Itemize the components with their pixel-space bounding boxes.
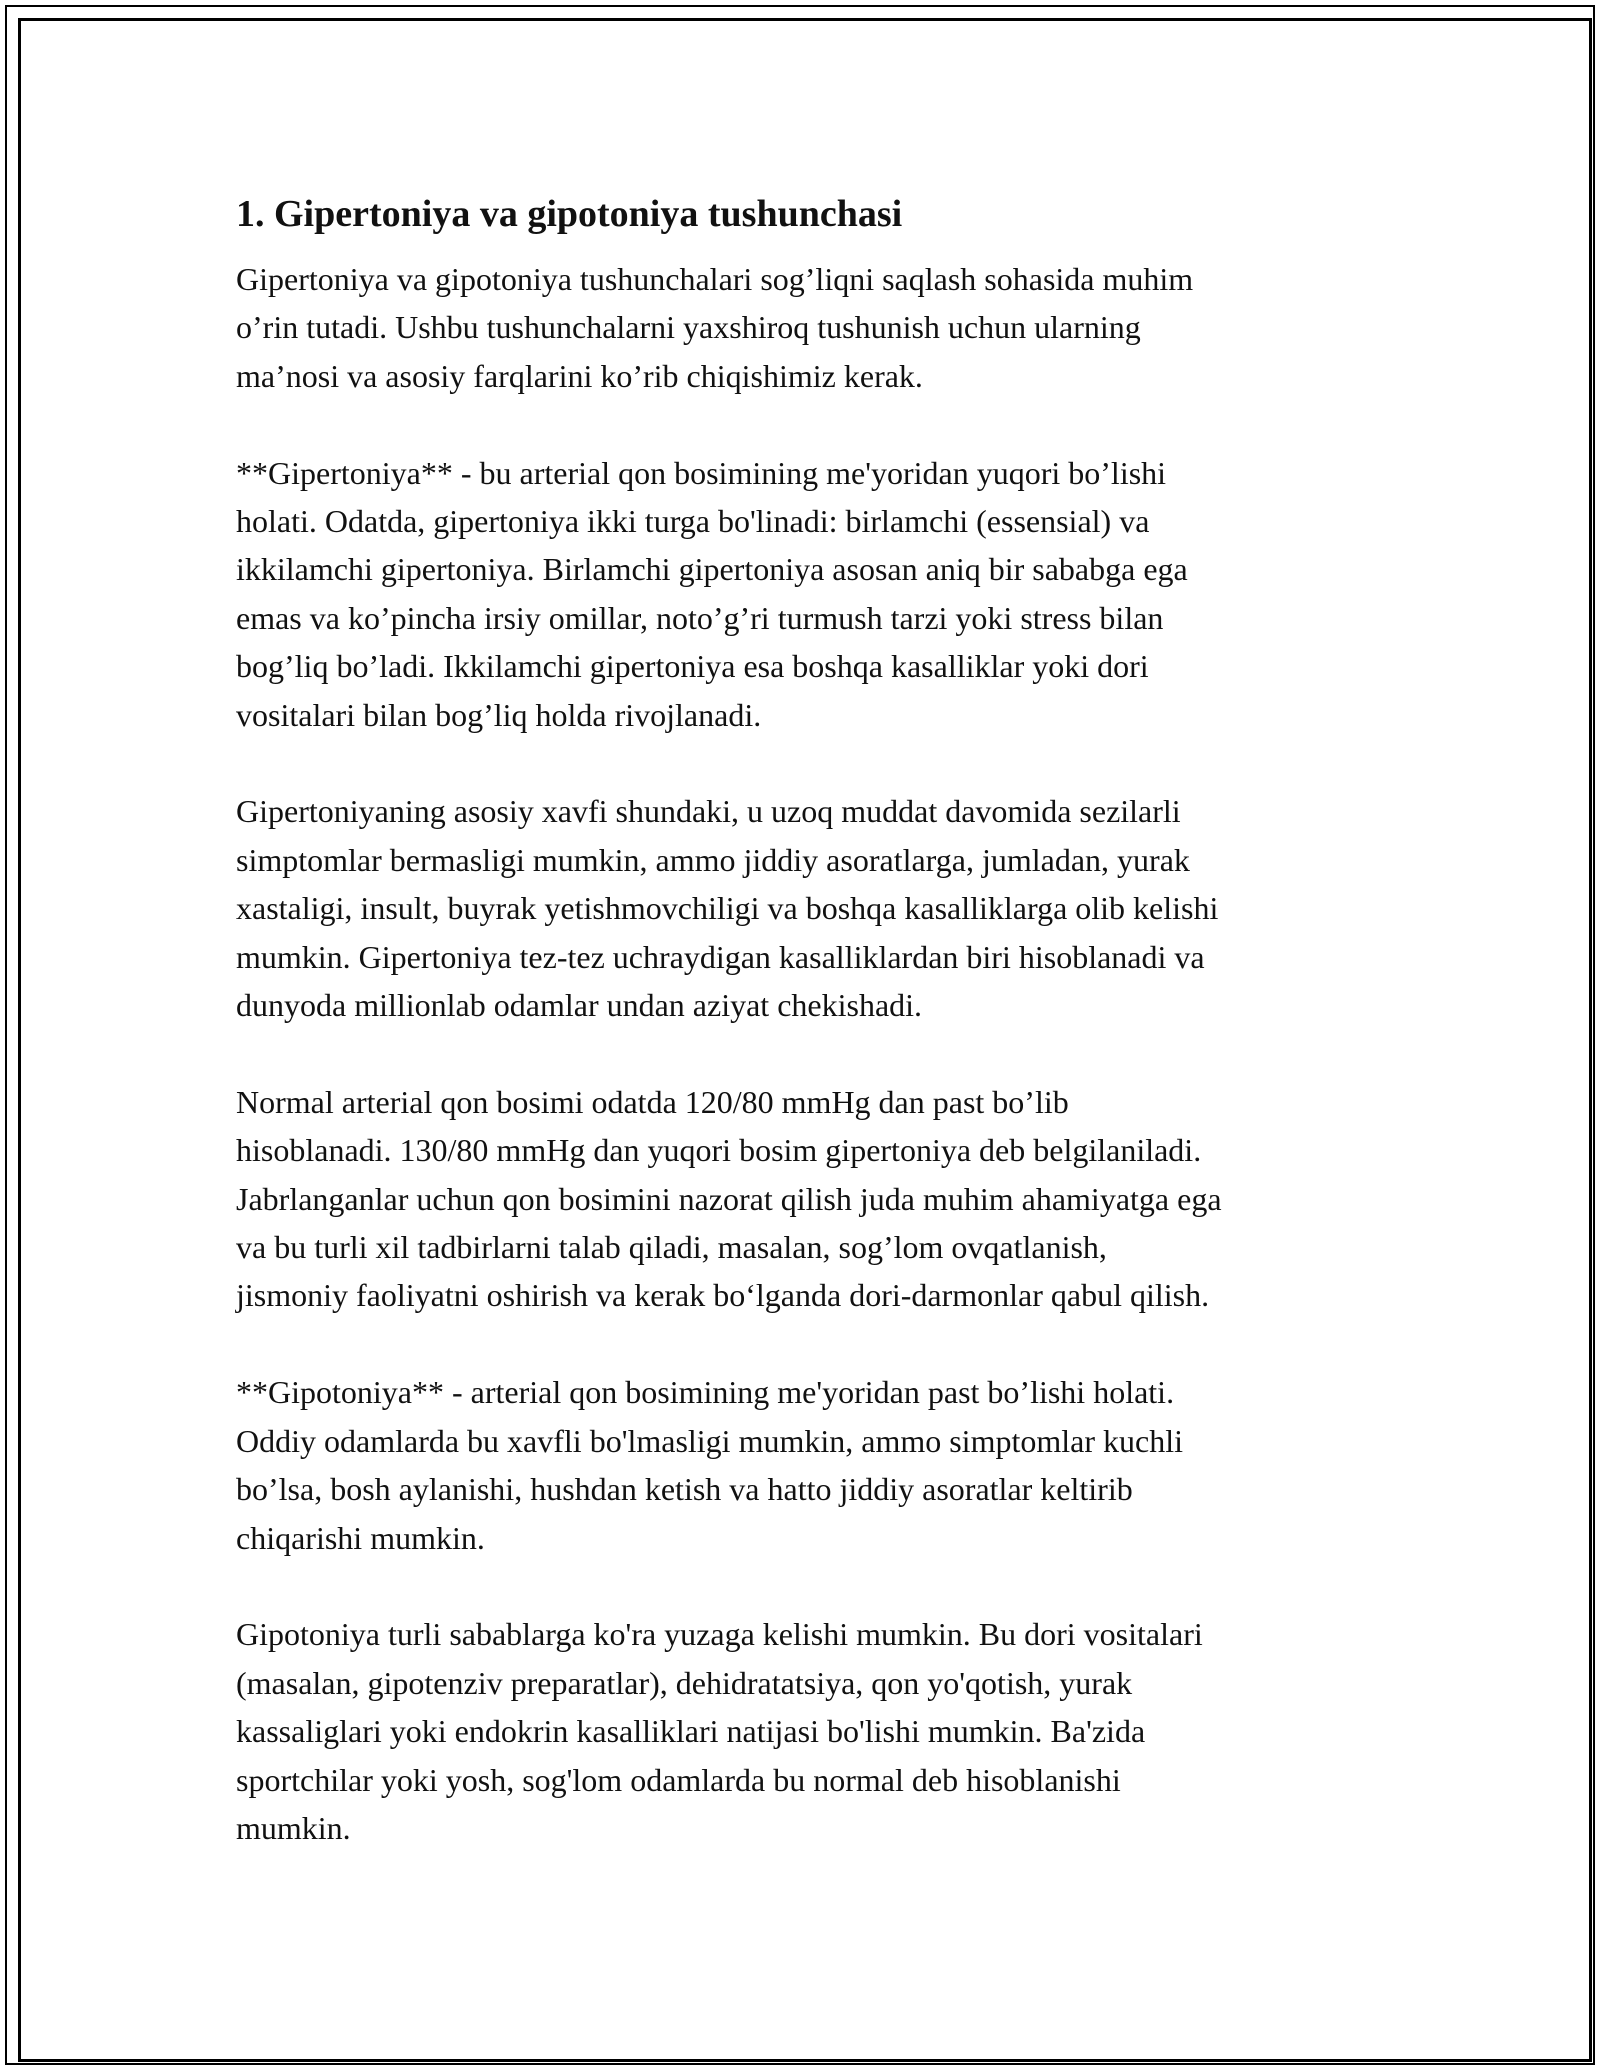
document-body (236, 187, 1376, 1901)
paragraph-gipertoniya-definition: **Gipertoniya** - bu arterial qon bosimining me'yoridan yuqori bo’lishi holati. Odatda, gipertoniya ikki turga bo'linadi: birlamchi (essensial) va ikkilamchi gipertoniya. Birlamchi gipertoniya asosan aniq bir sababga ega emas va ko’pincha irsiy omillar, noto’g’ri turmush tarzi yoki stress bilan bog’liq bo’ladi. Ikkilamchi gipertoniya esa boshqa kasalliklar yoki dori vositalari bilan bog’liq holda rivojlanadi. (236, 454, 1188, 733)
section-heading: 1. Gipertoniya va gipotoniya tushunchasi (236, 193, 903, 235)
paragraph-normal-pressure: Normal arterial qon bosimi odatda 120/80 mmHg dan past bo’lib hisoblanadi. 130/80 mmHg dan yuqori bosim gipertoniya deb belgilaniladi. Jabrlanganlar uchun qon bosimini nazorat qilish juda muhim ahamiyatga ega va bu turli xil tadbirlarni talab qiladi, masalan, sog’lom ovqatlanish, jismoniy faoliyatni oshirish va kerak bo‘lganda dori-darmonlar qabul qilish. (236, 1083, 1222, 1314)
paragraph-intro: Gipertoniya va gipotoniya tushunchalari sog’liqni saqlash sohasida muhim o’rin tutadi. Ushbu tushunchalarni yaxshiroq tushunish uchun ularning ma’nosi va asosiy farqlarini ko’rib chiqishimiz kerak. (236, 261, 1194, 394)
paragraph-gipertoniya-risk: Gipertoniyaning asosiy xavfi shundaki, u uzoq muddat davomida sezilarli simptomlar bermasligi mumkin, ammo jiddiy asoratlarga, jumladan, yurak xastaligi, insult, buyrak yetishmovchiligi va boshqa kasalliklarga olib kelishi mumkin. Gipertoniya tez-tez uchraydigan kasalliklardan biri hisoblanadi va dunyoda millionlab odamlar undan aziyat chekishadi. (236, 793, 1219, 1024)
paragraph-gipotoniya-definition: **Gipotoniya** - arterial qon bosimining me'yoridan past bo’lishi holati. Oddiy odamlarda bu xavfli bo'lmasligi mumkin, ammo simptomlar kuchli bo’lsa, bosh aylanishi, hushdan ketish va hatto jiddiy asoratlar keltirib chiqarishi mumkin. (236, 1374, 1183, 1556)
paragraph-gipotoniya-causes: Gipotoniya turli sabablarga ko'ra yuzaga kelishi mumkin. Bu dori vositalari (masalan, gipotenziv preparatlar), dehidratatsiya, qon yo'qotish, yurak kassaliglari yoki endokrin kasalliklari natijasi bo'lishi mumkin. Ba'zida sportchilar yoki yosh, sog'lom odamlarda bu normal deb hisoblanishi mumkin. (236, 1616, 1203, 1846)
